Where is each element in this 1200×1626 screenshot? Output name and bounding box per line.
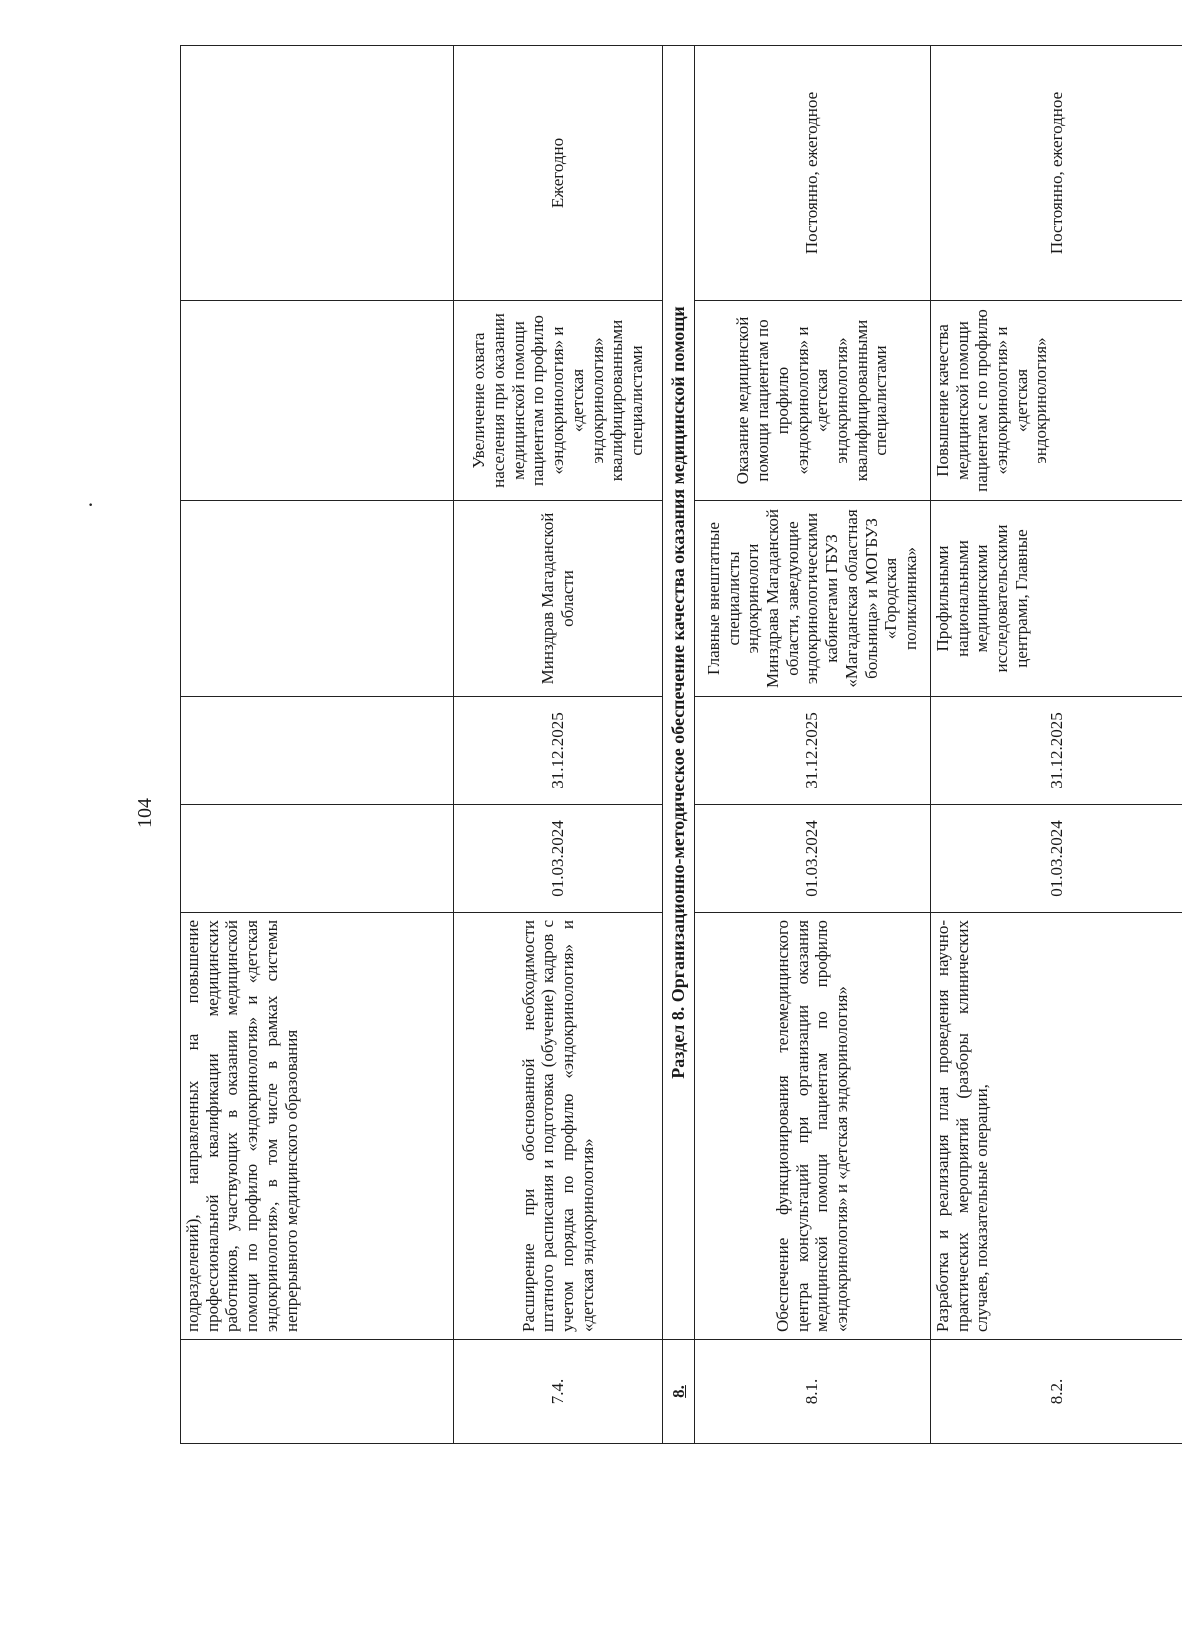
result-cell: Увеличение охвата населения при оказании медицинской помощи пациентам по профилю «эндокринология» и «детская эндокринология» квалифицированными специалистами xyxy=(453,301,663,501)
activity-cell: подразделений), направленных на повышение профессиональной квалификации медицинских работников, участвующих в оказании медицинской помощи по профилю «эндокринология» и «детская эндокринология», в том числе в рамках системы непрерывного медицинского образования xyxy=(181,913,454,1340)
responsible-cell xyxy=(181,501,454,697)
activity-cell: Расширение при обоснованной необходимости штатного расписания и подготовка (обучение) кадров с учетом порядка по профилю «эндокринология» и «детская эндокринология» xyxy=(453,913,663,1340)
plan-table xyxy=(180,45,1182,1444)
result-cell xyxy=(181,301,454,501)
start-date-cell xyxy=(181,805,454,913)
end-date-cell: 31.12.2025 xyxy=(930,697,1182,805)
frequency-cell: Ежегодно xyxy=(453,46,663,301)
responsible-cell: Главные внештатные специалисты эндокринологи Минздрава Магаданской области, заведующие эндокринологическими кабинетами ГБУЗ «Магаданская областная больница» и МОГБУЗ «Городская поликлиника» xyxy=(694,501,930,697)
table-row-8-1 xyxy=(694,46,930,1444)
row-number: 8.1. xyxy=(694,1340,930,1444)
table-row-8-2 xyxy=(930,46,1182,1444)
frequency-cell: Постоянно, ежегодное xyxy=(930,46,1182,301)
section-number: 8. xyxy=(663,1340,694,1444)
row-number: 7.4. xyxy=(453,1340,663,1444)
start-date-cell: 01.03.2024 xyxy=(694,805,930,913)
activity-cell: Обеспечение функционирования телемедицинского центра консультаций при организации оказания медицинской помощи пациентам по профилю «эндокринология» и «детская эндокринология» xyxy=(694,913,930,1340)
activity-cell: Разработка и реализация план проведения научно-практических мероприятий (разборы клинических случаев, показательные операции, xyxy=(930,913,1182,1340)
start-date-cell: 01.03.2024 xyxy=(453,805,663,913)
frequency-cell xyxy=(181,46,454,301)
row-number: 8.2. xyxy=(930,1340,1182,1444)
responsible-cell: Минздрав Магаданской области xyxy=(453,501,663,697)
table-row-continued xyxy=(181,46,454,1444)
rotated-page-content xyxy=(180,46,1182,1444)
result-cell: Повышение качества медицинской помощи пациентам с по профилю «эндокринология» и «детская эндокринология» xyxy=(930,301,1182,501)
end-date-cell: 31.12.2025 xyxy=(694,697,930,805)
responsible-cell: Профильными национальными медицинскими исследовательскими центрами, Главные xyxy=(930,501,1182,697)
table-row-section-8 xyxy=(663,46,694,1444)
frequency-cell: Постоянно, ежегодное xyxy=(694,46,930,301)
result-cell: Оказание медицинской помощи пациентам по профилю «эндокринология» и «детская эндокринология» квалифицированными специалистами xyxy=(694,301,930,501)
scan-speck: · xyxy=(88,497,94,514)
table-row-7-4 xyxy=(453,46,663,1444)
row-number xyxy=(181,1340,454,1444)
end-date-cell: 31.12.2025 xyxy=(453,697,663,805)
end-date-cell xyxy=(181,697,454,805)
page-number: 104 xyxy=(134,798,156,828)
start-date-cell: 01.03.2024 xyxy=(930,805,1182,913)
section-title: Раздел 8. Организационно-методическое обеспечение качества оказания медицинской помощи xyxy=(663,46,694,1340)
